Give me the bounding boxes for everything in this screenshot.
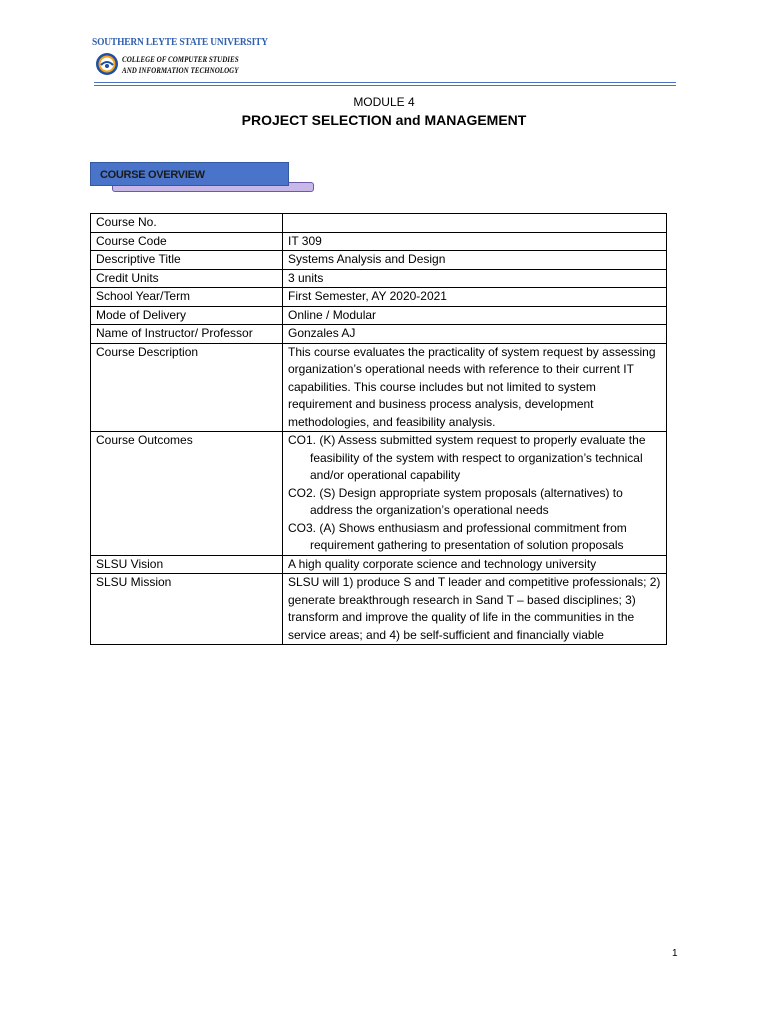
- header-rule-bottom: [94, 85, 676, 86]
- row-label: Course No.: [91, 214, 283, 233]
- college-name: [122, 54, 239, 76]
- row-label: Name of Instructor/ Professor: [91, 325, 283, 344]
- row-value: This course evaluates the practicality of system request by assessing organization’s operational needs with reference to their current IT capabilities. This course includes but not limited to system requirement and business process analysis, development methodologies, and feasibility analysis.: [283, 343, 667, 432]
- row-label: SLSU Vision: [91, 555, 283, 574]
- row-value: IT 309: [283, 232, 667, 251]
- row-label: Course Outcomes: [91, 432, 283, 556]
- table-row: [91, 555, 667, 574]
- page-number: 1: [672, 948, 678, 959]
- table-row: [91, 432, 667, 556]
- row-label: Course Code: [91, 232, 283, 251]
- document-header: [92, 34, 682, 86]
- section-label-box: [90, 162, 289, 186]
- college-name-line1: COLLEGE OF COMPUTER STUDIES: [122, 55, 239, 64]
- table-row: [91, 288, 667, 307]
- course-overview-table: [90, 213, 667, 645]
- section-label: COURSE OVERVIEW: [100, 169, 205, 181]
- row-value: A high quality corporate science and technology university: [283, 555, 667, 574]
- table-row: [91, 214, 667, 233]
- row-value: Gonzales AJ: [283, 325, 667, 344]
- row-label: School Year/Term: [91, 288, 283, 307]
- row-value: [283, 432, 667, 556]
- row-label: Descriptive Title: [91, 251, 283, 270]
- row-value: 3 units: [283, 269, 667, 288]
- college-name-line2: AND INFORMATION TECHNOLOGY: [122, 66, 239, 75]
- row-label: SLSU Mission: [91, 574, 283, 645]
- course-outcome-item: CO3. (A) Shows enthusiasm and professional commitment from requirement gathering to presentation of solution proposals: [288, 520, 627, 552]
- row-label: Credit Units: [91, 269, 283, 288]
- university-name: SOUTHERN LEYTE STATE UNIVERSITY: [92, 36, 268, 48]
- table-row: [91, 325, 667, 344]
- college-seal-icon: [95, 52, 119, 76]
- table-row: [91, 306, 667, 325]
- table-row: [91, 269, 667, 288]
- row-value: Online / Modular: [283, 306, 667, 325]
- course-outcome-item: CO2. (S) Design appropriate system proposals (alternatives) to address the organization’s operational needs: [288, 485, 623, 517]
- table-row: [91, 232, 667, 251]
- row-value: First Semester, AY 2020-2021: [283, 288, 667, 307]
- row-label: Course Description: [91, 343, 283, 432]
- table-row: [91, 574, 667, 645]
- course-outcome-item: CO1. (K) Assess submitted system request to properly evaluate the feasibility of the system with respect to organization’s technical and/or operational capability: [288, 433, 646, 482]
- table-row: [91, 343, 667, 432]
- module-title: PROJECT SELECTION and MANAGEMENT: [241, 112, 527, 128]
- row-value: Systems Analysis and Design: [283, 251, 667, 270]
- table-row: [91, 251, 667, 270]
- row-value: SLSU will 1) produce S and T leader and competitive professionals; 2) generate breakthrough research in Sand T – based disciplines; 3) transform and improve the quality of life in the communities in the service areas; and 4) be self-sufficient and financially viable: [283, 574, 667, 645]
- row-label: Mode of Delivery: [91, 306, 283, 325]
- header-rule-top: [94, 82, 676, 83]
- row-value: [283, 214, 667, 233]
- module-number: MODULE 4: [353, 95, 415, 109]
